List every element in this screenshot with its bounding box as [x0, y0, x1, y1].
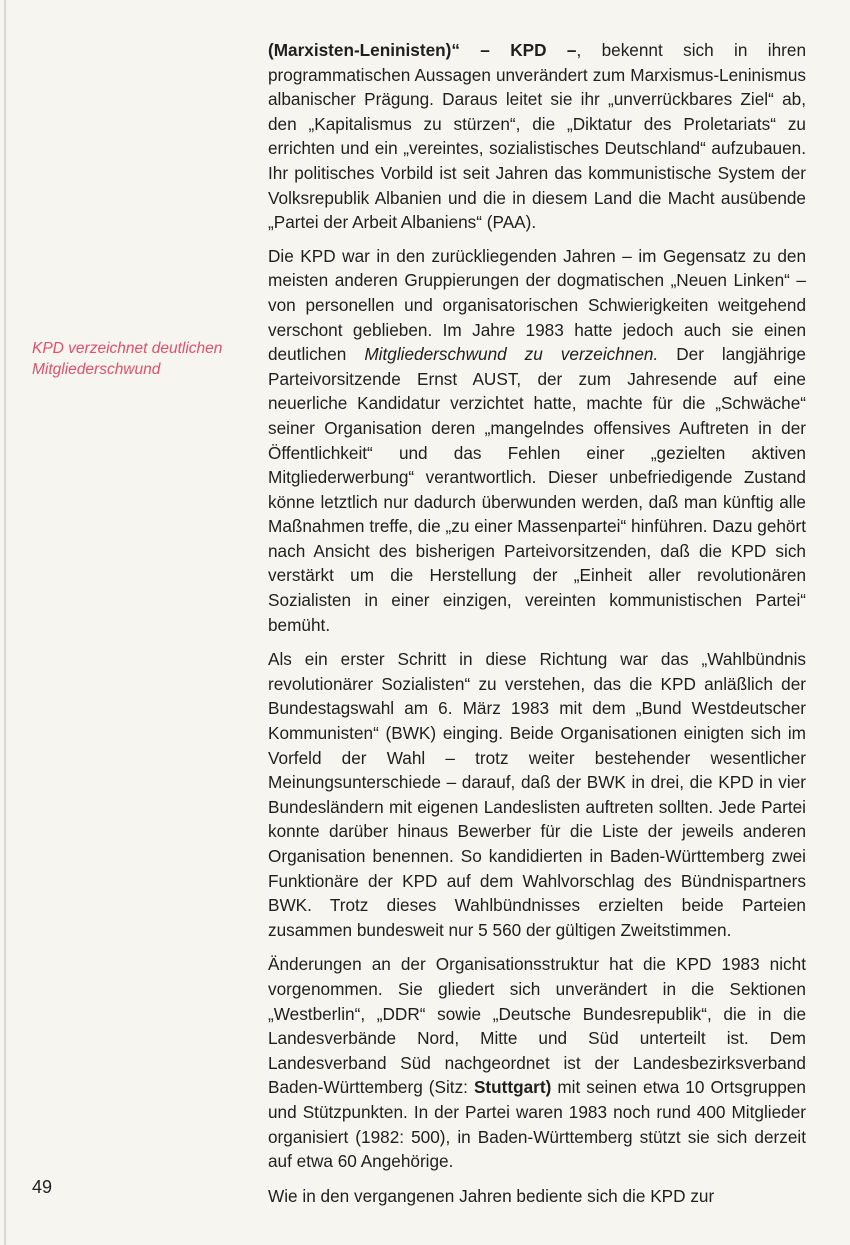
- paragraph-1: [268, 38, 806, 235]
- page-number: 49: [32, 1177, 53, 1197]
- paragraph-1-text: , bekennt sich in ihren programmatischen Aussagen unverändert zum Marxismus-Leninismus albanischer Prägung. Daraus leitet sie ihr „unverrückbares Ziel“ ab, den „Kapitalismus zu stürzen“, die „Diktatur des Proletariats“ zu errichten und ein „vereintes, sozialistisches Deutschland“ aufzubauen. Ihr politisches Vorbild ist seit Jahren das kommunistische System der Volksrepublik Albanien und die in diesem Land die Macht ausübende „Partei der Arbeit Albaniens“ (PAA).: [268, 40, 807, 233]
- paragraph-5: [268, 1184, 806, 1209]
- paragraph-4: [268, 952, 806, 1173]
- paragraph-1-lead-bold: (Marxisten-Leninisten)“ – KPD –: [268, 40, 577, 60]
- page-edge: [4, 0, 6, 1245]
- paragraph-4-bold: Stuttgart): [473, 1077, 552, 1098]
- paragraph-4-text-before: Änderungen an der Organisationsstruktur hat die KPD 1983 nicht vorgenommen. Sie gliedert sich unverändert in die Sektionen „Westberlin“, „DDR“ sowie „Deutsche Bundesrepublik“, die in die Landesverbände Nord, Mitte und Süd unterteilt ist. Dem Landesverband Süd nachgeordnet ist der Landesbezirksverband Baden-Württemberg (Sitz:: [268, 954, 806, 1098]
- main-text-column: [268, 38, 806, 1218]
- margin-note: KPD verzeichnet deutlichen Mitgliederschwund: [32, 340, 223, 378]
- paragraph-5-text: Wie in den vergangenen Jahren bediente sich die KPD zur: [268, 1185, 715, 1206]
- paragraph-2-text-before: Die KPD war in den zurückliegenden Jahren – im Gegensatz zu den meisten anderen Gruppierungen der dogmatischen „Neuen Linken“ – von personellen und organisatorischen Schwierigkeiten weitgehend verschont geblieben. Im Jahre 1983 hatte jedoch auch sie einen deutlichen: [268, 245, 806, 365]
- paragraph-3-text: Als ein erster Schritt in diese Richtung war das „Wahlbündnis revolutionärer Sozialisten“ zu verstehen, das die KPD anläßlich der Bundestagswahl am 6. März 1983 mit dem „Bund Westdeutscher Kommunisten“ (BWK) einging. Beide Organisationen einigten sich im Vorfeld der Wahl – trotz weiter bestehender wesentlicher Meinungsunterschiede – darauf, daß der BWK in drei, die KPD in vier Bundesländern mit eigenen Landeslisten auftreten sollten. Jede Partei konnte darüber hinaus Bewerber für die Liste der jeweils anderen Organisation benennen. So kandidierten in Baden-Württemberg zwei Funktionäre der KPD auf dem Wahlvorschlag des Bündnispartners BWK. Trotz dieses Wahlbündnisses erzielten beide Parteien zusammen bundesweit nur 5 560 der gültigen Zweitstimmen.: [268, 649, 806, 940]
- paragraph-2: [268, 244, 806, 638]
- paragraph-3: [268, 647, 806, 942]
- paragraph-4-text-after: mit seinen etwa 10 Ortsgruppen und Stützpunkten. In der Partei waren 1983 noch rund 400 Mitglieder organisiert (1982: 500), in Baden-Württemberg stützt sie sich derzeit auf etwa 60 Angehörige.: [268, 1077, 806, 1172]
- paragraph-2-emphasis: Mitgliederschwund zu verzeichnen.: [364, 344, 659, 365]
- paragraph-2-text-after: Der langjährige Parteivorsitzende Ernst AUST, der zum Jahresende auf eine neuerliche Kandidatur verzichtet hatte, machte für die „Schwäche“ seiner Organisation deren „mangelndes offensives Auftreten in der Öffentlichkeit“ und das Fehlen einer „gezielten aktiven Mitgliederwerbung“ verantwortlich. Dieser unbefriedigende Zustand könne letztlich nur dadurch überwunden werden, daß man künftig alle Maßnahmen treffe, die „zu einer Massenpartei“ hinführen. Dazu gehört nach Ansicht des bisherigen Parteivorsitzenden, daß die KPD sich verstärkt um die Herstellung der „Einheit aller revolutionären Sozialisten in einer einzigen, vereinten kommunistischen Partei“ bemüht.: [268, 344, 806, 635]
